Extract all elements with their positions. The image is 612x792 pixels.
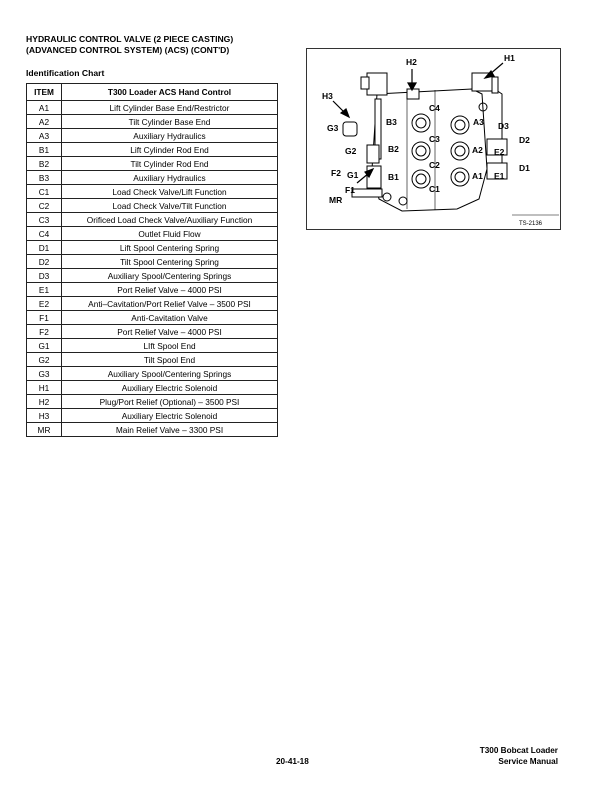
item-description: Anti-Cavitation Valve <box>62 311 278 325</box>
table-row <box>27 409 278 423</box>
label-b3: B3 <box>386 117 397 127</box>
item-code: F1 <box>27 311 62 325</box>
item-code: C1 <box>27 185 62 199</box>
table-header-row <box>27 84 278 101</box>
table-row <box>27 143 278 157</box>
item-code: MR <box>27 423 62 437</box>
item-code: D1 <box>27 241 62 255</box>
item-code: H2 <box>27 395 62 409</box>
table-row <box>27 101 278 115</box>
page-number: 20-41-18 <box>276 757 309 766</box>
page-title <box>26 34 233 55</box>
item-description: Load Check Valve/Tilt Function <box>62 199 278 213</box>
label-c1: C1 <box>429 184 440 194</box>
item-description: Lift Cylinder Rod End <box>62 143 278 157</box>
item-code: G2 <box>27 353 62 367</box>
table-row <box>27 423 278 437</box>
section-heading: Identification Chart <box>26 68 105 78</box>
label-d3: D3 <box>498 121 509 131</box>
label-a3: A3 <box>473 117 484 127</box>
column-header-description: T300 Loader ACS Hand Control <box>62 84 278 101</box>
label-c2: C2 <box>429 160 440 170</box>
table-row <box>27 395 278 409</box>
manual-title-line-1: T300 Bobcat Loader <box>479 746 558 755</box>
table-row <box>27 269 278 283</box>
table-row <box>27 171 278 185</box>
item-description: Orificed Load Check Valve/Auxiliary Function <box>62 213 278 227</box>
table-row <box>27 381 278 395</box>
table-row <box>27 227 278 241</box>
label-mr: MR <box>329 195 343 205</box>
item-description: Auxiliary Spool/Centering Springs <box>62 367 278 381</box>
label-b1: B1 <box>388 172 399 182</box>
item-code: B2 <box>27 157 62 171</box>
item-code: B3 <box>27 171 62 185</box>
table-row <box>27 213 278 227</box>
item-code: D3 <box>27 269 62 283</box>
item-description: LIft Spool End <box>62 339 278 353</box>
item-description: Port Relief Valve – 4000 PSI <box>62 325 278 339</box>
label-c4: C4 <box>429 103 440 113</box>
label-e1: E1 <box>494 171 505 181</box>
item-description: Auxiliary Electric Solenoid <box>62 409 278 423</box>
item-code: G1 <box>27 339 62 353</box>
label-a2: A2 <box>472 145 483 155</box>
label-c3: C3 <box>429 134 440 144</box>
item-description: Lift Cylinder Base End/Restrictor <box>62 101 278 115</box>
item-description: Auxiliary Hydraulics <box>62 171 278 185</box>
table-row <box>27 115 278 129</box>
label-d1: D1 <box>519 163 530 173</box>
item-description: Plug/Port Relief (Optional) – 3500 PSI <box>62 395 278 409</box>
table-row <box>27 283 278 297</box>
label-e2: E2 <box>494 147 505 157</box>
column-header-item: ITEM <box>27 84 62 101</box>
identification-chart-table <box>26 83 278 437</box>
item-code: E1 <box>27 283 62 297</box>
item-code: A2 <box>27 115 62 129</box>
item-description: Auxiliary Spool/Centering Springs <box>62 269 278 283</box>
item-description: Tilt Spool Centering Spring <box>62 255 278 269</box>
item-description: Port Relief Valve – 4000 PSI <box>62 283 278 297</box>
table-row <box>27 353 278 367</box>
figure-id: TS-2136 <box>519 221 543 227</box>
table-row <box>27 129 278 143</box>
label-f2: F2 <box>331 168 341 178</box>
label-g3: G3 <box>327 123 339 133</box>
table-row <box>27 185 278 199</box>
item-code: C2 <box>27 199 62 213</box>
item-code: H3 <box>27 409 62 423</box>
item-code: A1 <box>27 101 62 115</box>
label-g2: G2 <box>345 146 357 156</box>
table-row <box>27 367 278 381</box>
table-row <box>27 199 278 213</box>
table-row <box>27 297 278 311</box>
item-code: C4 <box>27 227 62 241</box>
label-f1: F1 <box>345 185 355 195</box>
valve-diagram <box>306 48 561 230</box>
label-b2: B2 <box>388 144 399 154</box>
title-line-2: (ADVANCED CONTROL SYSTEM) (ACS) (CONT'D) <box>26 44 230 55</box>
item-code: G3 <box>27 367 62 381</box>
item-description: Main Relief Valve – 3300 PSI <box>62 423 278 437</box>
item-code: C3 <box>27 213 62 227</box>
table-row <box>27 157 278 171</box>
manual-title <box>480 745 558 767</box>
valve-illustration <box>307 49 562 231</box>
item-code: F2 <box>27 325 62 339</box>
item-description: Auxiliary Electric Solenoid <box>62 381 278 395</box>
label-d2: D2 <box>519 135 530 145</box>
item-code: E2 <box>27 297 62 311</box>
table-row <box>27 241 278 255</box>
table-row <box>27 311 278 325</box>
label-a1: A1 <box>472 171 483 181</box>
item-description: Anti–Cavitation/Port Relief Valve – 3500 PSI <box>62 297 278 311</box>
item-description: Auxiliary Hydraulics <box>62 129 278 143</box>
item-description: Outlet Fluid Flow <box>62 227 278 241</box>
item-description: Tilt Spool End <box>62 353 278 367</box>
table-body <box>27 101 278 437</box>
item-code: B1 <box>27 143 62 157</box>
item-code: A3 <box>27 129 62 143</box>
title-line-1: HYDRAULIC CONTROL VALVE (2 PIECE CASTING) <box>26 34 234 44</box>
item-code: H1 <box>27 381 62 395</box>
item-code: D2 <box>27 255 62 269</box>
item-description: Load Check Valve/Lift Function <box>62 185 278 199</box>
table-row <box>27 255 278 269</box>
label-h1: H1 <box>504 53 515 63</box>
table-row <box>27 339 278 353</box>
label-h2: H2 <box>406 57 417 67</box>
valve-body <box>343 73 507 211</box>
table-row <box>27 325 278 339</box>
item-description: Lift Spool Centering Spring <box>62 241 278 255</box>
label-g1: G1 <box>347 170 359 180</box>
item-description: Tilt Cylinder Base End <box>62 115 278 129</box>
manual-title-line-2: Service Manual <box>498 757 558 766</box>
label-h3: H3 <box>322 91 333 101</box>
item-description: Tilt Cylinder Rod End <box>62 157 278 171</box>
